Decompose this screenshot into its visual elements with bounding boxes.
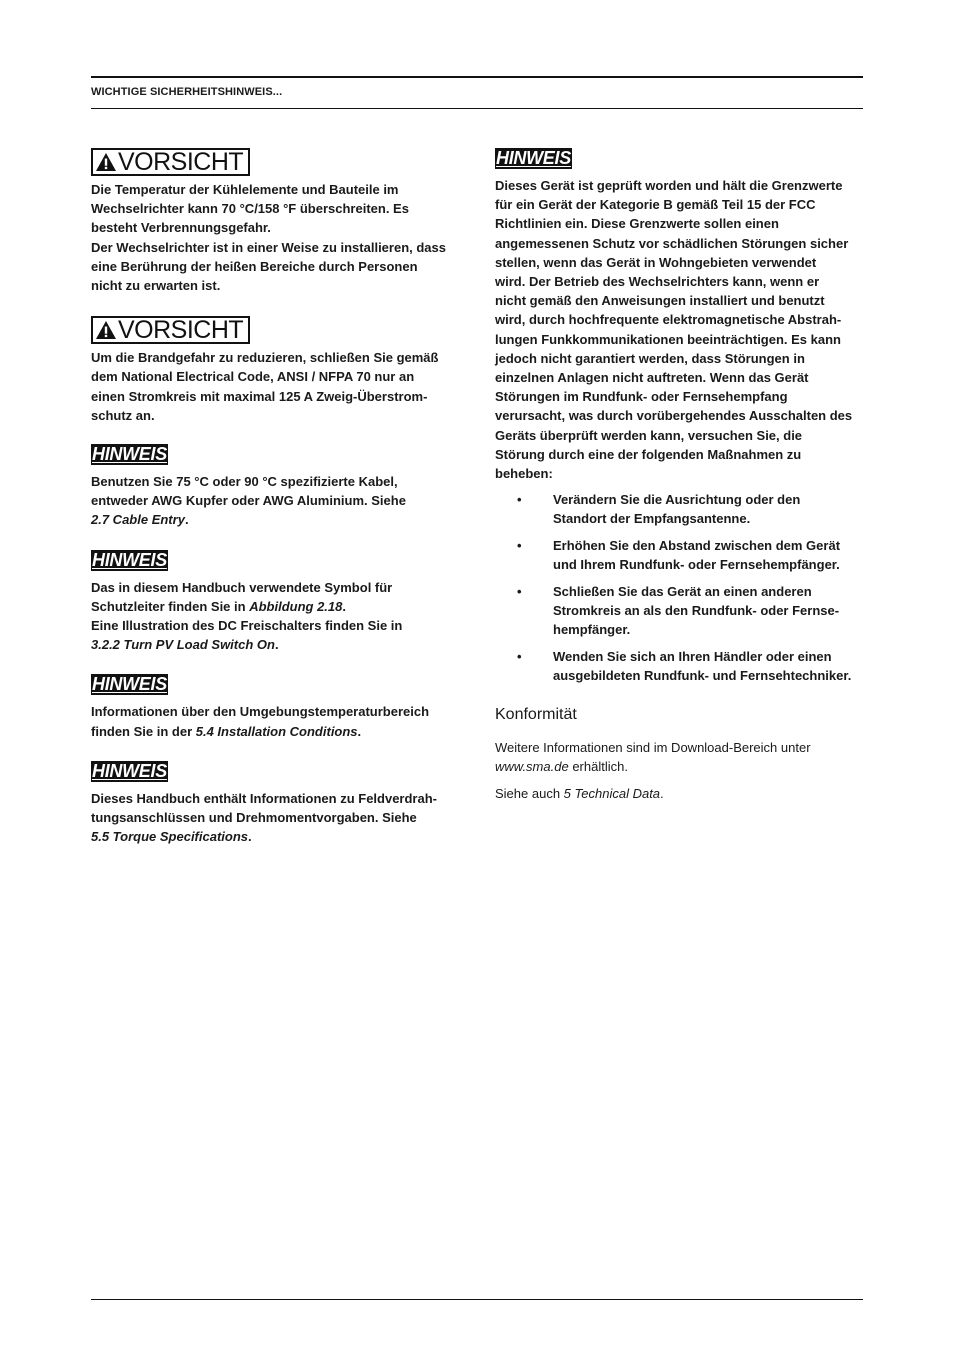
text-fragment: Verändern Sie die Ausrichtung oder den	[553, 492, 801, 508]
note-badge-label: HINWEIS	[92, 674, 167, 695]
text-line: Geräts überprüft werden kann, versuchen Sie, die	[495, 427, 803, 443]
text-fragment: Standort der Empfangsantenne.	[553, 511, 751, 527]
text-line: Richtlinien ein. Diese Grenzwerte sollen einen	[495, 216, 779, 232]
text-line: verursacht, was durch vorübergehendes Ausschalten des	[495, 408, 853, 424]
note-block-wiring	[91, 761, 461, 847]
text-fragment: Schutzleiter finden Sie in	[91, 598, 250, 614]
text-fragment: .	[342, 598, 346, 614]
text-fragment: .	[184, 512, 189, 528]
text-fragment: und Ihrem Rundfunk- oder Fernsehempfänger.	[553, 557, 840, 573]
bullet-icon: •	[517, 584, 522, 600]
text-line: besteht Verbrennungsgefahr.	[91, 220, 271, 236]
header-rule-top	[91, 76, 863, 78]
text-fragment: Schließen Sie das Gerät an einen anderen	[553, 584, 812, 600]
bullet-icon: •	[517, 538, 522, 554]
text-line: jedoch nicht garantiert werden, dass Störungen in	[495, 350, 805, 366]
conformity-text	[495, 738, 863, 804]
text-line: Um die Brandgefahr zu reduzieren, schließen Sie gemäß	[91, 350, 439, 366]
text-line: einzelnen Anlagen nicht auftreten. Wenn das Gerät	[495, 370, 809, 386]
text-line: tungsanschlüssen und Drehmomentvorgaben. Siehe	[91, 810, 417, 826]
text-line: Informationen über den Umgebungstemperaturbereich	[91, 704, 430, 720]
text-fragment: .	[274, 637, 279, 653]
right-column	[495, 148, 863, 803]
note-badge	[495, 148, 572, 169]
text-line: Die Temperatur der Kühlelemente und Bauteile im	[91, 182, 399, 197]
caution-text	[91, 348, 461, 425]
caution-badge-label: VORSICHT	[118, 316, 244, 345]
text-line: eine Berührung der heißen Bereiche durch Personen	[91, 258, 418, 274]
text-line	[91, 635, 461, 654]
list-item	[495, 582, 863, 640]
note-badge-label: HINWEIS	[92, 444, 167, 465]
text-line: lungen Funkkommunikationen beeinträchtigen. Es kann	[495, 331, 841, 347]
text-fragment: .	[660, 785, 664, 801]
section-heading: Konformität	[495, 705, 577, 723]
text-line: wird. Der Betrieb des Wechselrichters kann, wenn er	[495, 274, 820, 290]
text-line: Weitere Informationen sind im Download-Bereich unter	[495, 739, 811, 755]
caution-block-fire	[91, 316, 461, 425]
note-text	[91, 578, 461, 655]
note-badge	[91, 444, 168, 465]
text-line: Dieses Gerät ist geprüft worden und hält die Grenzwerte	[495, 178, 843, 193]
list-item	[495, 647, 863, 685]
text-line: stellen, wenn das Gerät in Wohngebieten verwendet	[495, 254, 817, 270]
note-badge-label: HINWEIS	[92, 549, 167, 570]
measures-list	[495, 490, 863, 685]
text-line: Benutzen Sie 75 °C oder 90 °C spezifizierte Kabel,	[91, 474, 398, 490]
caution-badge-label: VORSICHT	[118, 148, 244, 176]
text-line: Dieses Handbuch enthält Informationen zu Feldverdrah-	[91, 790, 437, 806]
text-line: angemessenen Schutz vor schädlichen Störungen sicher	[495, 235, 849, 251]
text-fragment: .	[357, 723, 362, 739]
note-text	[91, 472, 461, 530]
conformity-section	[495, 706, 863, 804]
note-block-fcc	[495, 148, 863, 686]
note-badge	[91, 761, 168, 782]
note-badge-label: HINWEIS	[496, 148, 571, 168]
text-line	[495, 757, 863, 776]
text-line: Wechselrichter kann 70 °C/158 °F überschreiten. Es	[91, 201, 409, 217]
text-line	[91, 722, 461, 741]
caution-badge	[91, 316, 250, 344]
caution-block-temperature	[91, 148, 461, 295]
cross-reference-link[interactable]: Abbildung 2.18	[249, 598, 343, 614]
text-line: Eine Illustration des DC Freischalters finden Sie in	[91, 618, 403, 634]
cross-reference-link[interactable]: 5.5 Torque Specifications	[91, 829, 249, 845]
text-fragment: Siehe auch	[495, 785, 564, 801]
text-fragment: Erhöhen Sie den Abstand zwischen dem Gerät	[553, 538, 841, 554]
warning-triangle-icon	[95, 152, 117, 172]
text-line: schutz an.	[91, 407, 155, 423]
bullet-icon: •	[517, 649, 522, 665]
cross-reference-link[interactable]: 5 Technical Data	[563, 785, 661, 801]
bullet-icon: •	[517, 492, 522, 508]
note-badge	[91, 674, 168, 695]
text-fragment: Wenden Sie sich an Ihren Händler oder einen	[553, 649, 832, 665]
caution-text	[91, 180, 461, 295]
text-fragment: finden Sie in der	[91, 723, 196, 739]
text-line	[91, 597, 461, 616]
page-header-title: WICHTIGE SICHERHEITSHINWEIS...	[91, 86, 283, 98]
text-fragment: erhältlich.	[568, 758, 628, 774]
text-line: wird, durch hochfrequente elektromagnetische Abstrah-	[495, 312, 842, 328]
text-line	[91, 510, 461, 529]
note-text	[91, 702, 461, 740]
text-fragment: ausgebildeten Rundfunk- und Fernsehtechniker.	[553, 668, 852, 684]
text-line: für ein Gerät der Kategorie B gemäß Teil 15 der FCC	[495, 197, 816, 213]
text-line: beheben:	[495, 466, 553, 482]
left-column	[91, 148, 461, 846]
text-line: entweder AWG Kupfer oder AWG Aluminium. Siehe	[91, 493, 406, 509]
cross-reference-link[interactable]: 5.4 Installation Conditions	[195, 723, 358, 739]
text-line	[91, 827, 461, 846]
note-block-temperature-range	[91, 674, 461, 740]
warning-triangle-icon	[95, 320, 117, 340]
note-text	[495, 176, 863, 483]
text-fragment: hempfänger.	[553, 622, 631, 638]
text-line: einen Stromkreis mit maximal 125 A Zweig-Überstrom-	[91, 388, 428, 404]
note-text	[91, 789, 461, 847]
text-line	[495, 784, 863, 803]
text-line: Der Wechselrichter ist in einer Weise zu installieren, dass	[91, 239, 446, 255]
text-fragment: Stromkreis an als den Rundfunk- oder Fernse-	[553, 603, 840, 619]
list-item	[495, 536, 863, 574]
note-badge	[91, 550, 168, 571]
text-fragment: .	[248, 829, 252, 845]
header-rule-bottom	[91, 108, 863, 109]
cross-reference-link[interactable]: 2.7 Cable Entry	[91, 512, 185, 528]
note-badge-label: HINWEIS	[92, 760, 167, 781]
caution-badge	[91, 148, 250, 176]
text-line: Das in diesem Handbuch verwendete Symbol für	[91, 579, 393, 595]
note-block-cables	[91, 444, 461, 530]
note-block-symbol	[91, 550, 461, 655]
text-line: nicht gemäß den Anweisungen installiert und benutzt	[495, 293, 825, 309]
website-link[interactable]: www.sma.de	[495, 758, 569, 774]
text-line: Störung durch eine der folgenden Maßnahmen zu	[495, 446, 802, 462]
list-item	[495, 490, 863, 528]
cross-reference-link[interactable]: 3.2.2 Turn PV Load Switch On	[91, 637, 275, 653]
footer-rule	[91, 1299, 863, 1300]
text-line: Störungen im Rundfunk- oder Fernsehempfang	[495, 389, 788, 405]
text-line: dem National Electrical Code, ANSI / NFPA 70 nur an	[91, 369, 415, 385]
text-line: nicht zu erwarten ist.	[91, 278, 221, 294]
